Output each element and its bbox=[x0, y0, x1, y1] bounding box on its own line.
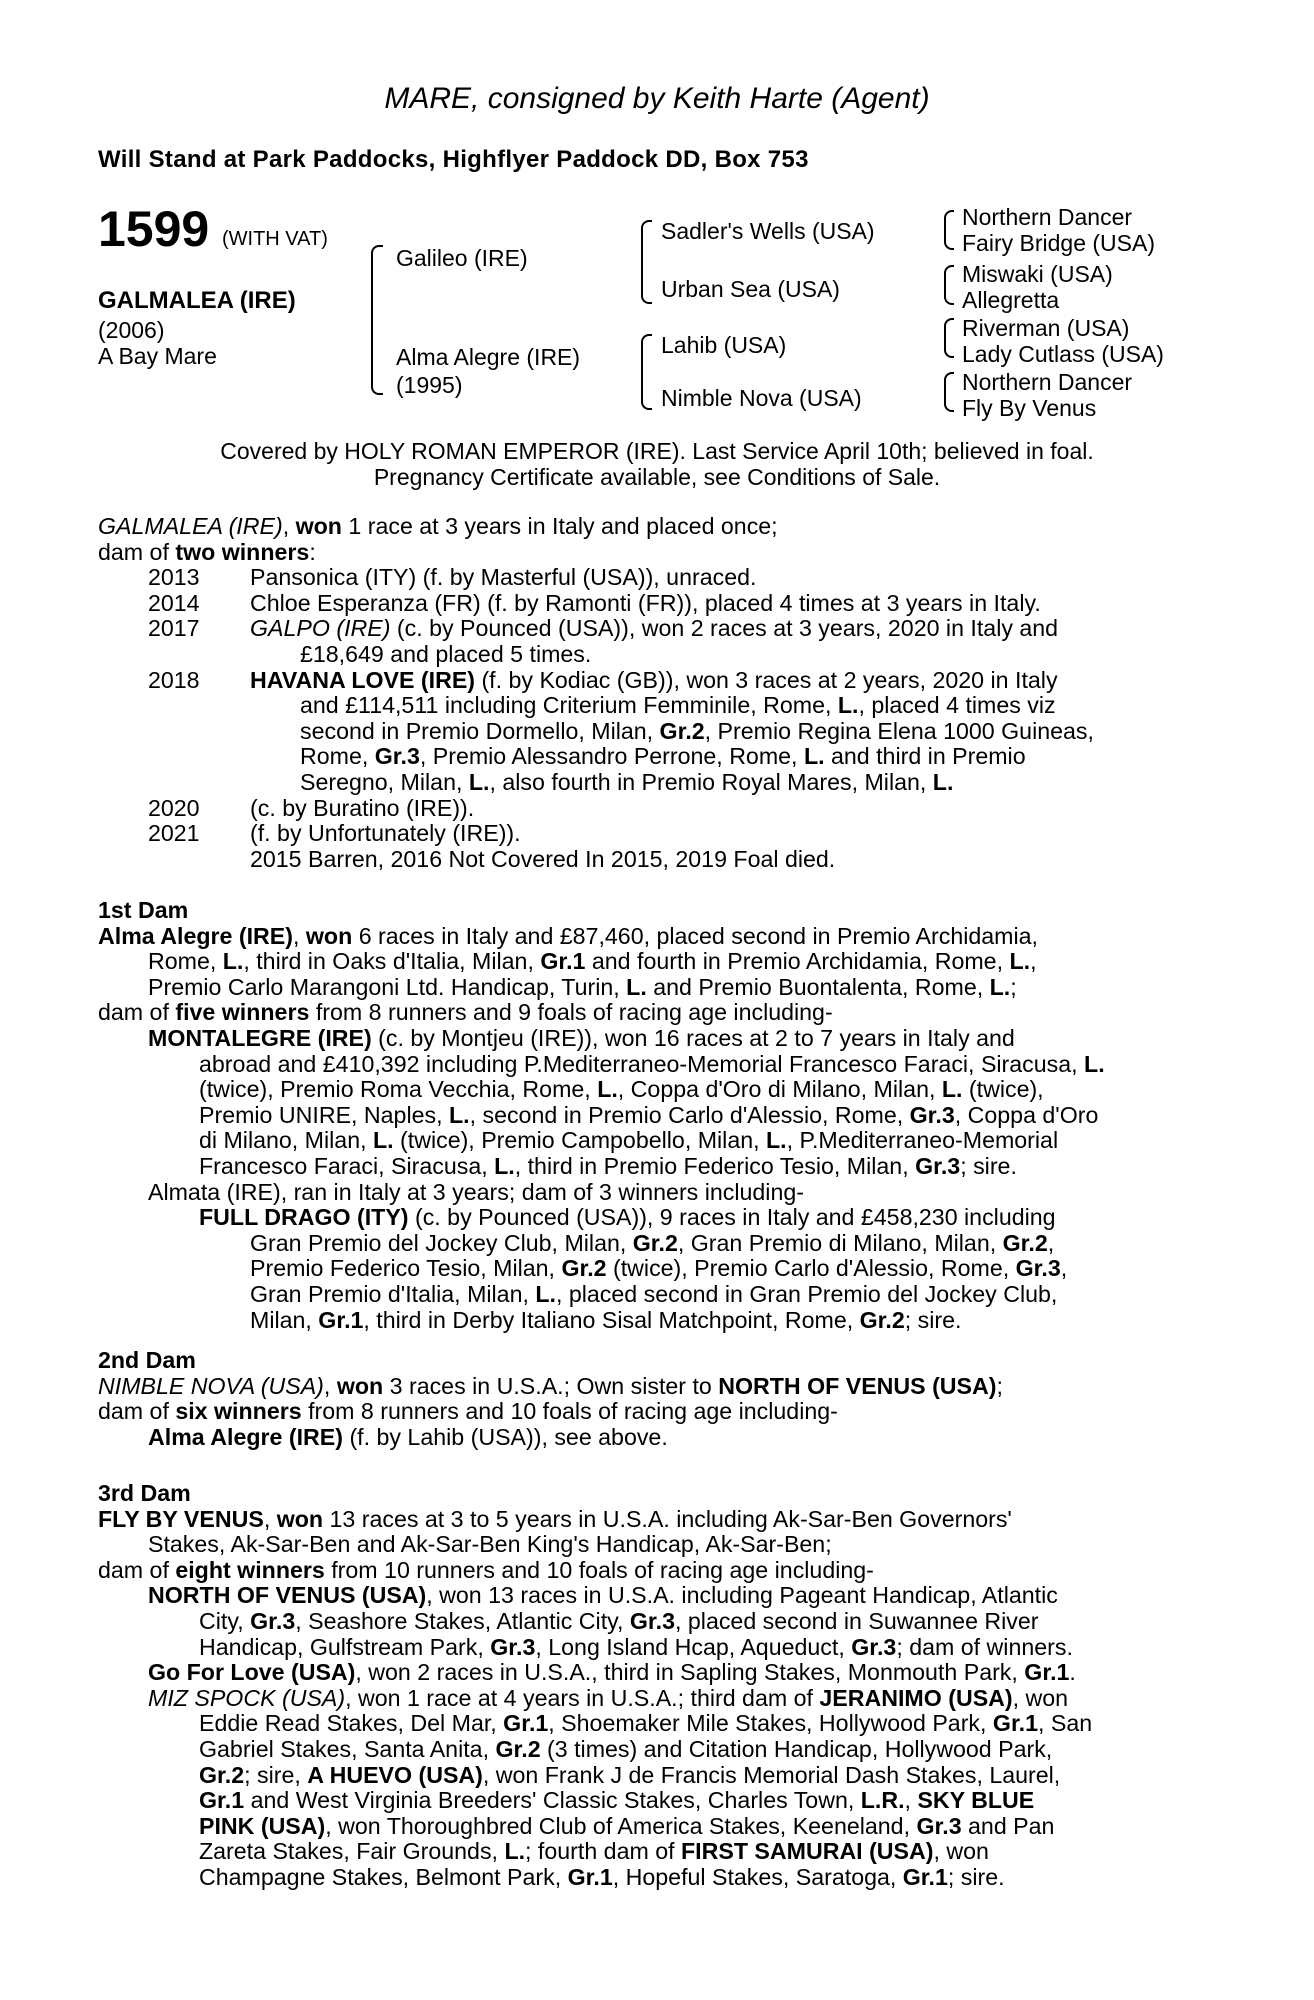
text: , won 2 races in U.S.A., third in Sapling Stakes, Monmouth Park, bbox=[355, 1659, 1025, 1686]
text: , won bbox=[1012, 1684, 1069, 1711]
text: L. bbox=[535, 1280, 556, 1307]
text: Eddie Read Stakes, Del Mar, bbox=[199, 1710, 504, 1737]
text: Gr.3 bbox=[851, 1633, 897, 1660]
pedigree-dam: Alma Alegre (IRE) bbox=[396, 344, 581, 370]
text: Gr.2 bbox=[199, 1761, 245, 1788]
text: Pansonica (ITY) (f. by Masterful (USA)), unraced. bbox=[250, 564, 757, 591]
text: dam of bbox=[98, 1398, 176, 1425]
text: (c. by Pounced (USA)), won 2 races at 3 years, 2020 in Italy and bbox=[390, 615, 1059, 642]
text: HAVANA LOVE (IRE) bbox=[250, 666, 476, 693]
text: Gr.2 bbox=[495, 1735, 541, 1762]
text: , Long Island Hcap, Aqueduct, bbox=[535, 1633, 852, 1660]
text: Gabriel Stakes, Santa Anita, bbox=[199, 1735, 496, 1762]
produce-2018-l2 bbox=[98, 693, 1206, 719]
produce-2018-l5 bbox=[98, 770, 1206, 796]
text: , Premio Regina Elena 1000 Guineas, bbox=[704, 717, 1094, 744]
text: NIMBLE NOVA (USA) bbox=[98, 1372, 324, 1399]
produce-2018-l4 bbox=[98, 744, 1206, 770]
text: (c. by Buratino (IRE)). bbox=[250, 794, 475, 821]
text: FULL DRAGO (ITY) bbox=[199, 1204, 409, 1231]
text: L. bbox=[1009, 948, 1031, 975]
text: Milan, bbox=[250, 1306, 319, 1333]
text: Zareta Stakes, Fair Grounds, bbox=[199, 1838, 505, 1865]
text: L. bbox=[941, 1076, 963, 1103]
text: abroad and £410,392 including P.Mediterraneo-Memorial Francesco Faraci, Siracusa, bbox=[199, 1050, 1085, 1077]
text: and West Virginia Breeders' Classic Stakes, Charles Town, bbox=[244, 1787, 861, 1814]
text: A HUEVO (USA) bbox=[307, 1761, 483, 1788]
pedigree-dd: Nimble Nova (USA) bbox=[661, 385, 862, 411]
text: ; sire. bbox=[947, 1863, 1005, 1890]
text: Handicap, Gulfstream Park, bbox=[199, 1633, 491, 1660]
mare-name: GALMALEA (IRE) bbox=[98, 513, 283, 539]
covered-line-1: Covered by HOLY ROMAN EMPEROR (IRE). Last Service April 10th; believed in foal. bbox=[220, 438, 1094, 464]
text: L. bbox=[504, 1838, 526, 1865]
text: dam of bbox=[98, 1556, 176, 1583]
pedigree-dam-year: (1995) bbox=[396, 372, 463, 398]
text: five winners bbox=[175, 999, 310, 1026]
text: , third in Oaks d'Italia, Milan, bbox=[243, 948, 541, 975]
text: , second in Premio Carlo d'Alessio, Rome, bbox=[469, 1101, 910, 1128]
produce-2014 bbox=[98, 591, 1206, 617]
text: , Seashore Stakes, Atlantic City, bbox=[295, 1607, 630, 1634]
text: from 8 runners and 10 foals of racing age including- bbox=[301, 1398, 838, 1425]
text: (twice), Premio Roma Vecchia, Rome, bbox=[199, 1076, 598, 1103]
text: Gr.2 bbox=[659, 717, 705, 744]
text: Chloe Esperanza (FR) (f. by Ramonti (FR)), placed 4 times at 3 years in Italy. bbox=[250, 589, 1041, 616]
text: Gr.1 bbox=[503, 1710, 549, 1737]
text: L. bbox=[626, 973, 647, 1000]
text: ; sire. bbox=[904, 1306, 962, 1333]
produce-2021 bbox=[98, 821, 1206, 847]
produce-record bbox=[98, 514, 1206, 872]
text: and third in Premio bbox=[824, 743, 1026, 770]
text: eight winners bbox=[175, 1556, 325, 1583]
text: NORTH OF VENUS (USA) bbox=[718, 1372, 997, 1399]
text: from 10 runners and 10 foals of racing age including- bbox=[324, 1556, 874, 1583]
text: and Pan bbox=[961, 1812, 1055, 1839]
produce-2018-l3 bbox=[98, 719, 1206, 745]
gp-brace-3 bbox=[944, 318, 954, 358]
text: , bbox=[293, 922, 306, 949]
year: 2013 bbox=[148, 564, 200, 591]
text: Gr.2 bbox=[1002, 1229, 1048, 1256]
produce-barren bbox=[98, 847, 1206, 873]
text: Gr.1 bbox=[318, 1306, 364, 1333]
text: , bbox=[1030, 948, 1037, 975]
text: L. bbox=[1084, 1050, 1105, 1077]
text: ; bbox=[1010, 973, 1017, 1000]
text: ; dam of winners. bbox=[896, 1633, 1073, 1660]
text: L. bbox=[766, 1127, 787, 1154]
text: won bbox=[336, 1372, 384, 1399]
text: £18,649 and placed 5 times. bbox=[300, 640, 592, 667]
text: , bbox=[1060, 1255, 1068, 1282]
text: MIZ SPOCK (USA) bbox=[148, 1684, 346, 1711]
text: , Gran Premio di Milano, Milan, bbox=[677, 1229, 1003, 1256]
text: Gr.3 bbox=[250, 1607, 296, 1634]
year: 2018 bbox=[148, 666, 200, 693]
text: 13 races at 3 to 5 years in U.S.A. including Ak-Sar-Ben Governors' bbox=[323, 1505, 1012, 1532]
text: ; bbox=[996, 1372, 1003, 1399]
text: , won Thoroughbred Club of America Stakes, Keeneland, bbox=[325, 1812, 917, 1839]
text: , Shoemaker Mile Stakes, Hollywood Park, bbox=[548, 1710, 993, 1737]
text: , won Frank J de Francis Memorial Dash Stakes, Laurel, bbox=[482, 1761, 1061, 1788]
text: L. bbox=[468, 768, 490, 795]
produce-2017-cont bbox=[98, 642, 1206, 668]
horse-year: (2006) bbox=[98, 317, 165, 343]
second-dam-section bbox=[98, 1348, 1206, 1450]
produce-2017 bbox=[98, 616, 1206, 642]
text: SKY BLUE bbox=[917, 1787, 1035, 1814]
text: Gr.3 bbox=[629, 1607, 676, 1634]
text: Premio UNIRE, Naples, bbox=[199, 1101, 449, 1128]
produce-2013 bbox=[98, 565, 1206, 591]
text: . bbox=[1069, 1659, 1076, 1686]
pedigree-sire: Galileo (IRE) bbox=[396, 245, 528, 271]
horse-name: GALMALEA (IRE) bbox=[98, 287, 296, 314]
text: (f. by Lahib (USA)), see above. bbox=[343, 1423, 668, 1450]
text: , placed 4 times viz bbox=[858, 692, 1056, 719]
text: , Coppa d'Oro bbox=[954, 1101, 1099, 1128]
text: Gr.3 bbox=[490, 1633, 536, 1660]
text: ; fourth dam of bbox=[525, 1838, 681, 1865]
sire-line-brace bbox=[641, 220, 652, 304]
first-dam-section bbox=[98, 898, 1206, 1333]
pedigree-sdd: Allegretta bbox=[962, 287, 1060, 313]
text: 6 races in Italy and £87,460, placed second in Premio Archidamia, bbox=[352, 922, 1038, 949]
text: (c. by Montjeu (IRE)), won 16 races at 2 to 7 years in Italy and bbox=[371, 1024, 1015, 1051]
text: , placed second in Suwannee River bbox=[675, 1607, 1039, 1634]
text: 2015 Barren, 2016 Not Covered In 2015, 2019 Foal died. bbox=[250, 845, 836, 872]
text: Alma Alegre (IRE) bbox=[98, 922, 293, 949]
text: L. bbox=[932, 768, 954, 795]
gp-brace-1 bbox=[944, 210, 954, 250]
text: L. bbox=[494, 1152, 515, 1179]
sire-dam-brace bbox=[371, 245, 383, 395]
text: Premio Carlo Marangoni Ltd. Handicap, Turin, bbox=[148, 973, 627, 1000]
gp-brace-4 bbox=[944, 372, 954, 412]
pedigree-dds: Northern Dancer bbox=[962, 369, 1133, 395]
text: (twice), Premio Carlo d'Alessio, Rome, bbox=[606, 1255, 1016, 1282]
text: (twice), bbox=[962, 1076, 1044, 1103]
page-title: MARE, consigned by Keith Harte (Agent) bbox=[384, 82, 930, 115]
text: , Coppa d'Oro di Milano, Milan, bbox=[617, 1076, 942, 1103]
text: MONTALEGRE (IRE) bbox=[148, 1024, 372, 1051]
text: Gr.3 bbox=[1015, 1255, 1061, 1282]
text: Gr.1 bbox=[992, 1710, 1039, 1737]
text: Alma Alegre (IRE) bbox=[148, 1423, 343, 1450]
text: (c. by Pounced (USA)), 9 races in Italy and £458,230 including bbox=[408, 1204, 1056, 1231]
text: , Hopeful Stakes, Saratoga, bbox=[612, 1863, 903, 1890]
text: Rome, bbox=[148, 948, 223, 975]
text: won bbox=[305, 922, 353, 949]
text: , also fourth in Premio Royal Mares, Milan, bbox=[489, 768, 933, 795]
text: and fourth in Premio Archidamia, Rome, bbox=[585, 948, 1010, 975]
text: Gr.1 bbox=[902, 1863, 948, 1890]
text: from 8 runners and 9 foals of racing age including- bbox=[309, 999, 833, 1026]
text: , P.Mediterraneo-Memorial bbox=[786, 1127, 1059, 1154]
text: City, bbox=[199, 1607, 251, 1634]
produce-2020 bbox=[98, 796, 1206, 822]
pedigree-sd: Urban Sea (USA) bbox=[661, 276, 840, 302]
text: Go For Love (USA) bbox=[148, 1659, 356, 1686]
text: (f. by Unfortunately (IRE)). bbox=[250, 820, 521, 847]
text: , bbox=[323, 1372, 337, 1399]
text: , third in Derby Italiano Sisal Matchpoint, Rome, bbox=[363, 1306, 860, 1333]
text: L. bbox=[989, 973, 1011, 1000]
text: won bbox=[276, 1505, 324, 1532]
text: L. bbox=[372, 1127, 394, 1154]
stand-location: Will Stand at Park Paddocks, Highflyer Paddock DD, Box 753 bbox=[98, 146, 809, 173]
text: , bbox=[904, 1787, 918, 1814]
text: dam of bbox=[98, 538, 176, 565]
text: L. bbox=[448, 1101, 470, 1128]
text: , won bbox=[933, 1838, 989, 1865]
text: , won 1 race at 4 years in U.S.A.; third dam of bbox=[345, 1684, 820, 1711]
text: Gr.2 bbox=[632, 1229, 678, 1256]
section-heading: 3rd Dam bbox=[98, 1480, 191, 1506]
text: Rome, bbox=[300, 743, 375, 770]
winners-count: two winners bbox=[175, 538, 310, 565]
year: 2017 bbox=[148, 615, 200, 642]
text: NORTH OF VENUS (USA) bbox=[148, 1582, 427, 1609]
text: , San bbox=[1038, 1710, 1093, 1737]
text: Gr.3 bbox=[909, 1101, 955, 1128]
pedigree-dss: Riverman (USA) bbox=[962, 315, 1130, 341]
text: Gr.2 bbox=[561, 1255, 607, 1282]
gp-brace-2 bbox=[944, 265, 954, 305]
pedigree-sds: Miswaki (USA) bbox=[962, 261, 1113, 287]
covered-line-2: Pregnancy Certificate available, see Conditions of Sale. bbox=[373, 464, 941, 490]
section-heading: 2nd Dam bbox=[98, 1347, 196, 1373]
text: L. bbox=[222, 948, 244, 975]
text: GALPO (IRE) bbox=[250, 615, 391, 642]
text: L.R. bbox=[860, 1787, 905, 1814]
text: , bbox=[1047, 1229, 1055, 1256]
vat-note: (WITH VAT) bbox=[222, 228, 328, 250]
text: Gran Premio d'Italia, Milan, bbox=[250, 1280, 536, 1307]
text: Gr.3 bbox=[374, 743, 420, 770]
text: Stakes, Ak-Sar-Ben and Ak-Sar-Ben King's Handicap, Ak-Sar-Ben; bbox=[148, 1531, 832, 1558]
text: second in Premio Dormello, Milan, bbox=[300, 717, 660, 744]
pedigree-ss: Sadler's Wells (USA) bbox=[661, 218, 875, 244]
text: L. bbox=[597, 1076, 618, 1103]
text: Seregno, Milan, bbox=[300, 768, 469, 795]
text: L. bbox=[803, 743, 825, 770]
text: di Milano, Milan, bbox=[199, 1127, 373, 1154]
text: (3 times) and Citation Handicap, Hollywood Park, bbox=[540, 1735, 1053, 1762]
section-heading: 1st Dam bbox=[98, 897, 189, 923]
text: 1 race at 3 years in Italy and placed once; bbox=[341, 513, 778, 539]
text: Gr.2 bbox=[859, 1306, 905, 1333]
text: L. bbox=[837, 692, 859, 719]
pedigree-dsd: Lady Cutlass (USA) bbox=[962, 341, 1164, 367]
text: ; sire, bbox=[244, 1761, 308, 1788]
text: , third in Premio Federico Tesio, Milan, bbox=[514, 1152, 916, 1179]
text: Gr.1 bbox=[199, 1787, 245, 1814]
text: Gran Premio del Jockey Club, Milan, bbox=[250, 1229, 633, 1256]
text: (f. by Kodiac (GB)), won 3 races at 2 years, 2020 in Italy bbox=[475, 666, 1058, 693]
year: 2020 bbox=[148, 794, 200, 821]
text: Champagne Stakes, Belmont Park, bbox=[199, 1863, 568, 1890]
year: 2021 bbox=[148, 820, 200, 847]
text: and Premio Buontalenta, Rome, bbox=[646, 973, 990, 1000]
text: won bbox=[295, 513, 342, 539]
pedigree-ssd: Fairy Bridge (USA) bbox=[962, 230, 1155, 256]
produce-2018 bbox=[98, 668, 1206, 694]
horse-desc: A Bay Mare bbox=[98, 343, 217, 369]
text: Almata (IRE), ran in Italy at 3 years; dam of 3 winners including- bbox=[148, 1178, 804, 1205]
text: , bbox=[263, 1505, 277, 1532]
text: , bbox=[282, 513, 296, 539]
text: Gr.3 bbox=[915, 1152, 961, 1179]
pedigree-ddd: Fly By Venus bbox=[962, 395, 1097, 421]
pedigree-ds: Lahib (USA) bbox=[661, 332, 787, 358]
text: , won 13 races in U.S.A. including Pageant Handicap, Atlantic bbox=[426, 1582, 1058, 1609]
text: PINK (USA) bbox=[199, 1812, 326, 1839]
text: Premio Federico Tesio, Milan, bbox=[250, 1255, 562, 1282]
text: FLY BY VENUS bbox=[98, 1505, 264, 1532]
text: FIRST SAMURAI (USA) bbox=[681, 1838, 934, 1865]
text: JERANIMO (USA) bbox=[819, 1684, 1013, 1711]
text: Francesco Faraci, Siracusa, bbox=[199, 1152, 495, 1179]
text: dam of bbox=[98, 999, 176, 1026]
text: Gr.1 bbox=[1024, 1659, 1070, 1686]
pedigree-sss: Northern Dancer bbox=[962, 204, 1133, 230]
text: , placed second in Gran Premio del Jockey Club, bbox=[555, 1280, 1058, 1307]
text: (twice), Premio Campobello, Milan, bbox=[393, 1127, 766, 1154]
text: 3 races in U.S.A.; Own sister to bbox=[383, 1372, 719, 1399]
third-dam-section bbox=[98, 1481, 1206, 1891]
text: six winners bbox=[175, 1398, 302, 1425]
text: and £114,511 including Criterium Femminile, Rome, bbox=[300, 692, 838, 719]
text: : bbox=[309, 538, 316, 565]
text: Gr.1 bbox=[540, 948, 586, 975]
lot-number: 1599 bbox=[98, 201, 210, 257]
text: Gr.3 bbox=[916, 1812, 962, 1839]
dam-line-brace bbox=[641, 334, 652, 410]
text: ; sire. bbox=[960, 1152, 1017, 1179]
year: 2014 bbox=[148, 589, 200, 616]
text: , Premio Alessandro Perrone, Rome, bbox=[419, 743, 804, 770]
text: Gr.1 bbox=[567, 1863, 613, 1890]
